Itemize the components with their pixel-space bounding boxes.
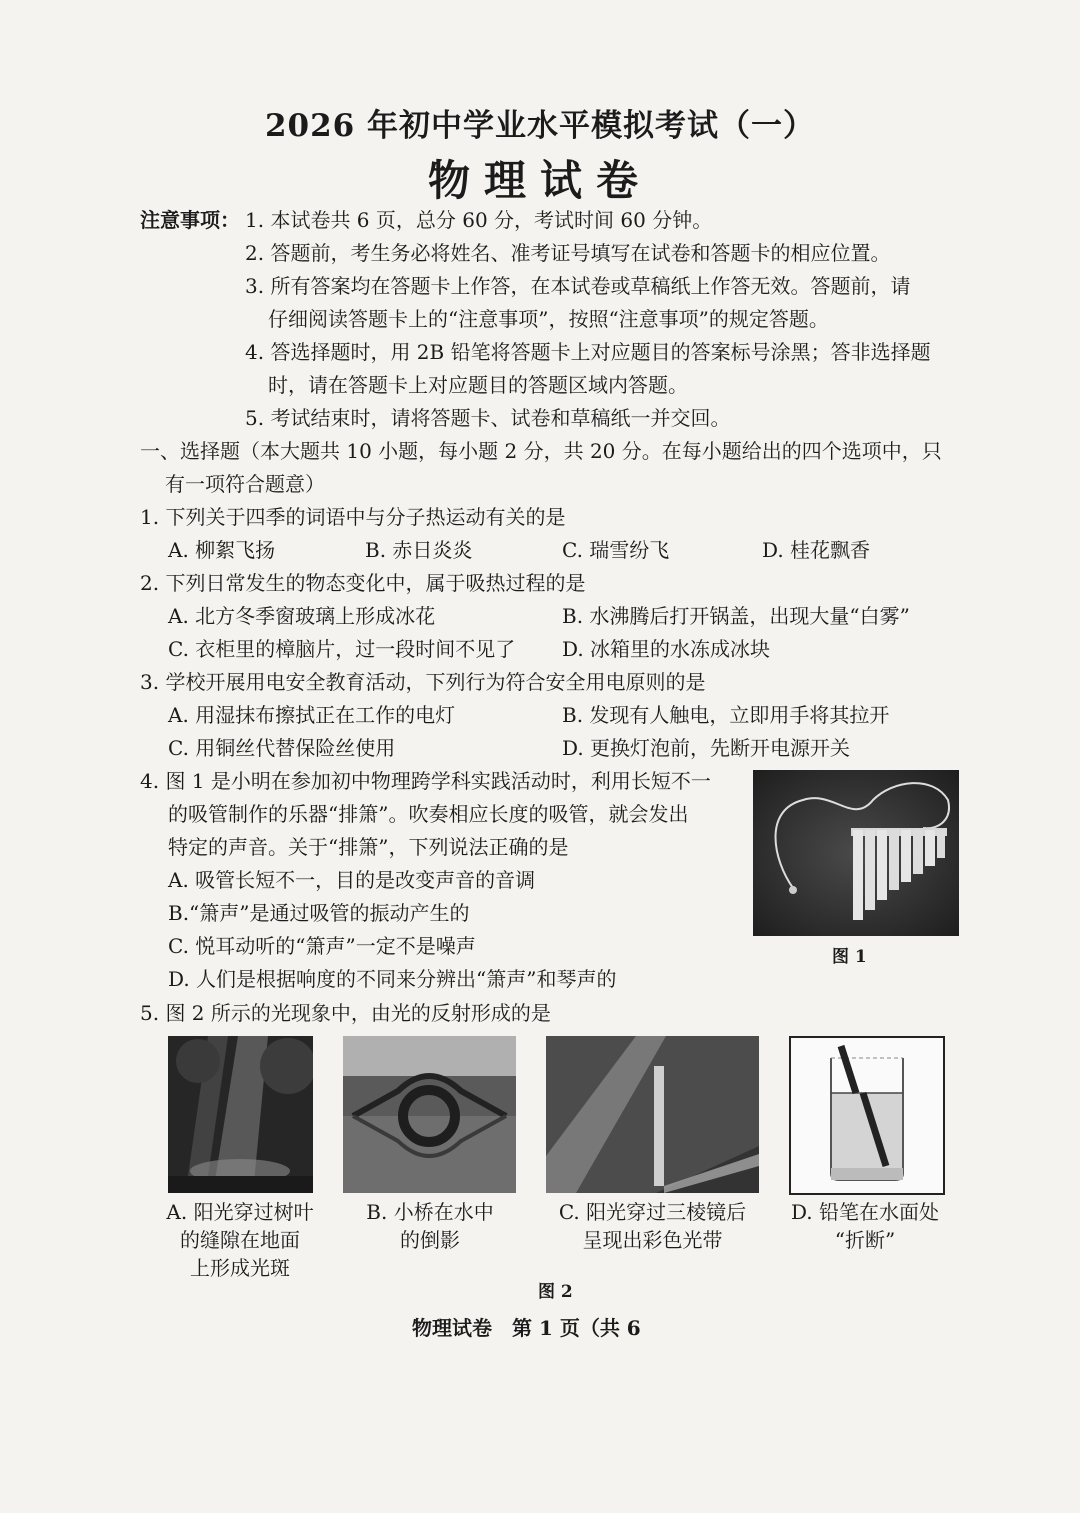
figure-2d-caption [775,1198,955,1254]
figure-2c-caption-line-1: C. 阳光穿过三棱镜后 [558,1200,747,1224]
question-2-option-c: C. 衣柜里的樟脑片，过一段时间不见了 [168,637,516,661]
figure-2d-caption-line-2: “折断” [834,1228,896,1252]
notice-item-5: 5. 考试结束时，请将答题卡、试卷和草稿纸一并交回。 [245,406,731,430]
question-2-option-d: D. 冰箱里的水冻成冰块 [562,637,771,661]
figure-2d-pencil-in-water [789,1036,945,1195]
notice-item-1: 1. 本试卷共 6 页，总分 60 分，考试时间 60 分钟。 [245,208,713,232]
question-4-stem-line-1: 4. 图 1 是小明在参加初中物理跨学科实践活动时，利用长短不一 [140,769,711,793]
question-2-option-b: B. 水沸腾后打开锅盖，出现大量“白雾” [562,604,910,628]
figure-2a-caption-line-3: 上形成光斑 [190,1256,290,1280]
notice-item-3: 3. 所有答案均在答题卡上作答，在本试卷或草稿纸上作答无效。答题前，请 [245,274,911,298]
question-2-stem: 2. 下列日常发生的物态变化中，属于吸热过程的是 [140,571,586,595]
figure-2b-caption-line-2: 的倒影 [400,1228,460,1252]
page-footer: 物理试卷 第 1 页（共 6 [412,1316,641,1340]
question-3-stem: 3. 学校开展用电安全教育活动，下列行为符合安全用电原则的是 [140,670,706,694]
figure-2a-caption-line-1: A. 阳光穿过树叶 [166,1200,314,1224]
question-1-stem: 1. 下列关于四季的词语中与分子热运动有关的是 [140,505,566,529]
question-1-option-b: B. 赤日炎炎 [365,538,473,562]
paper-subject-title: 物理试卷 [427,156,652,205]
notice-item-4-cont: 时，请在答题卡上对应题目的答题区域内答题。 [268,373,688,397]
figure-1-caption: 图 1 [832,947,867,967]
figure-2c-caption [540,1198,765,1254]
question-3-option-b: B. 发现有人触电，立即用手将其拉开 [562,703,890,727]
figure-2b-caption [340,1198,520,1254]
figure-2-caption: 图 2 [538,1282,573,1302]
question-2-option-a: A. 北方冬季窗玻璃上形成冰花 [168,604,436,628]
notice-label: 注意事项： [140,208,240,232]
figure-2a-caption-line-2: 的缝隙在地面 [180,1228,300,1252]
question-4-option-b: B.“箫声”是通过吸管的振动产生的 [168,901,470,925]
figure-2a-caption [150,1198,330,1282]
notice-item-3-cont: 仔细阅读答题卡上的“注意事项”，按照“注意事项”的规定答题。 [268,307,829,331]
notice-item-2: 2. 答题前，考生务必将姓名、准考证号填写在试卷和答题卡的相应位置。 [245,241,891,265]
section-heading-cont: 有一项符合题意） [165,472,325,496]
question-4-stem-line-3: 特定的声音。关于“排箫”，下列说法正确的是 [168,835,569,859]
question-1-option-d: D. 桂花飘香 [762,538,871,562]
question-4-option-d: D. 人们是根据响度的不同来分辨出“箫声”和琴声的 [168,967,617,991]
figure-2c-prism-light-band [546,1036,759,1193]
exam-title: 2026 年初中学业水平模拟考试（一） [264,108,816,144]
question-4-option-a: A. 吸管长短不一，目的是改变声音的音调 [168,868,536,892]
question-3-option-a: A. 用湿抹布擦拭正在工作的电灯 [168,703,456,727]
question-1-option-c: C. 瑞雪纷飞 [562,538,670,562]
figure-2d-caption-line-1: D. 铅笔在水面处 [790,1200,940,1224]
notice-item-4: 4. 答选择题时，用 2B 铅笔将答题卡上对应题目的答案标号涂黑；答非选择题 [245,340,931,364]
section-heading: 一、选择题（本大题共 10 小题，每小题 2 分，共 20 分。在每小题给出的四个选项中，只 [140,439,942,463]
figure-2b-bridge-reflection [343,1036,516,1193]
figure-2b-caption-line-1: B. 小桥在水中 [366,1200,494,1224]
question-3-option-d: D. 更换灯泡前，先断开电源开关 [562,736,851,760]
question-1-option-a: A. 柳絮飞扬 [168,538,276,562]
figure-2a-sunlight-through-leaves [168,1036,313,1193]
question-3-option-c: C. 用铜丝代替保险丝使用 [168,736,396,760]
question-4-option-c: C. 悦耳动听的“箫声”一定不是噪声 [168,934,476,958]
figure-2c-caption-line-2: 呈现出彩色光带 [582,1228,723,1252]
figure-1-panpipe-photo [753,770,959,936]
question-5-stem: 5. 图 2 所示的光现象中，由光的反射形成的是 [140,1001,551,1025]
question-4-stem-line-2: 的吸管制作的乐器“排箫”。吹奏相应长度的吸管，就会发出 [168,802,689,826]
